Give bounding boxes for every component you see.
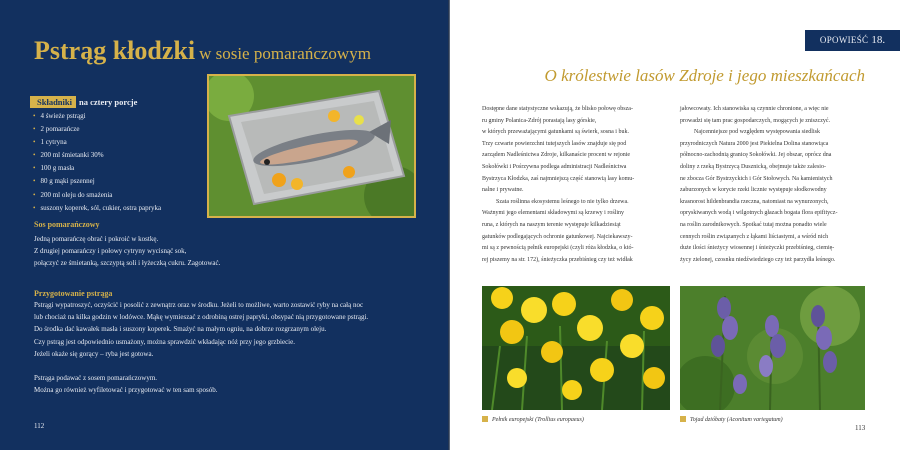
body-line: jałowcowaty. Ich stanowiska są czynnie chronione, a więc nie: [680, 106, 829, 112]
story-label: OPOWIEŚĆ: [819, 35, 869, 45]
caption-marker-icon: [680, 416, 686, 422]
ingredient-item: • suszony koperek, sól, cukier, ostra papryka: [33, 202, 161, 215]
body-line: doliny z rzeką Bystrzycą Dusznicką, obejmuje także zalesio-: [680, 163, 826, 170]
prep-line: lub chociaż na kilka godzin w lodówce. Mąkę wymieszać z odrobiną ostrej papryki, obsypać nią przygotowane pstrągi.: [34, 313, 369, 322]
caption-text: Pełnik europejski (Trollius europaeus): [492, 417, 584, 423]
ingredient-item: • 1 cytryna: [33, 136, 161, 149]
body-line: krasnorost hildenbrandia rzeczna, natomiast na wynurzonych,: [680, 198, 829, 205]
ingredient-item: • 200 ml oleju do smażenia: [33, 189, 161, 202]
story-ribbon: [805, 30, 900, 51]
ingredients-servings: na cztery porcje: [78, 97, 138, 107]
body-line: Najcenniejsze pod względem występowania siedlisk: [694, 129, 820, 136]
recipe-title-sub: w sosie pomarańczowym: [199, 44, 371, 63]
body-line: przyrodniczych Natura 2000 jest Piekielna Dolina stanowiąca: [680, 140, 829, 147]
body-line: Szata roślinna ekosystemu leśnego to nie tylko drzewa.: [496, 198, 629, 205]
ingredient-item: • 80 g mąki pszennej: [33, 175, 161, 188]
sauce-text: [34, 233, 404, 270]
prep-line: Pstrągi wypatroszyć, oczyścić i posolić z zewnątrz oraz w środku. Jeżeli to możliwe, warto zostawić ryby na całą noc: [34, 301, 364, 309]
aconitum-photo: [680, 286, 865, 410]
sauce-line: Z drugiej pomarańczy i połowy cytryny wycisnąć sok,: [34, 247, 187, 256]
body-line: zaburzonych w korycie rzeki licznie występuje słodkowodny: [680, 187, 827, 194]
trout-prep-text: [34, 299, 404, 397]
body-line: prowadzi się tam prac gospodarczych, mogących je zniszczyć.: [680, 117, 831, 124]
caption-text: Tojad dzióbaty (Aconitum variegatum): [690, 417, 783, 423]
body-line: duże ilości śnieżycy wiosennej i śnieżyczki przebiśnieg, ciemię-: [680, 245, 835, 252]
body-line: Ważnymi jego elementami składowymi są krzewy i rośliny: [482, 210, 624, 217]
caption-trollius: [482, 416, 584, 423]
trout-dish-photo: [207, 74, 416, 218]
body-line: ru gminy Polanica-Zdrój porastają lasy górskie,: [482, 117, 597, 124]
body-line: gatunków podlegających ochronie gatunkowej. Najciekawszy-: [482, 233, 633, 240]
trout-prep-heading: Przygotowanie pstrąga: [34, 289, 113, 298]
body-line: północno-zachodnią granicę Sokołówki. Jej obszar, oprócz dna: [680, 152, 832, 159]
story-number: 18.: [871, 34, 886, 46]
ingredient-item: • 100 g masła: [33, 162, 161, 175]
sauce-heading: Sos pomarańczowy: [34, 220, 100, 229]
body-line: rej piszemy na str. 172), śnieżyczka przebiśnieg czy też widłak: [482, 256, 633, 263]
ingredient-item: • 4 świeże pstrągi: [33, 110, 161, 123]
page-number-left: 112: [34, 422, 45, 430]
body-line: ne zbocza Gór Bystrzyckich i Gór Stołowych. Na kamienistych: [680, 175, 833, 182]
prep-line: Jeżeli okaże się gorący – ryba jest gotowa.: [34, 349, 154, 358]
body-line: Bystrzyca Kłodzka, zaś najmniejszą część stanowią lasy komu-: [482, 175, 635, 182]
prep-line: Czy pstrąg jest odpowiednio usmażony, można sprawdzić wkładając nóż przy jego grzbiecie.: [34, 337, 295, 346]
body-line: opryskiwanych wodą i wilgotnych głazach bogata flora epifitycz-: [680, 210, 838, 217]
ingredients-list: [33, 110, 161, 215]
body-line: Sokołówki i Pośrzywna podlega administracji Nadleśnictwa: [482, 163, 627, 170]
page-number-right: 113: [855, 424, 866, 432]
ingredient-item: • 2 pomarańcze: [33, 123, 161, 136]
text-column-2: [680, 104, 865, 266]
body-line: życy zielonej, czosnku niedźwiedziego czy też parzydła leśnego.: [680, 256, 836, 263]
body-line: Dostępne dane statystyczne wskazują, że blisko połowę obsza-: [482, 106, 633, 112]
body-line: zarządem Nadleśnictwa Zdroje, kilkanaście procent w rejonie: [482, 152, 631, 159]
caption-marker-icon: [482, 416, 488, 422]
prep-line: Pstrąga podawać z sosem pomarańczowym.: [34, 374, 158, 383]
ingredient-item: • 200 ml śmietanki 30%: [33, 149, 161, 162]
ingredients-badge: Składniki: [30, 96, 76, 108]
body-line: w których przeważającymi gatunkami są świerk, sosna i buk.: [482, 129, 629, 136]
sauce-line: połączyć ze śmietanką, szczyptą soli i łyżeczką cukru. Zagotować.: [34, 259, 221, 268]
body-line: cennych roślin związanych z łąkami liściastymi, a wśród nich: [680, 233, 829, 240]
recipe-title: [34, 36, 371, 66]
body-line: runa, z których na naszym terenie występuje kilkadziesiąt: [482, 221, 621, 228]
prep-line: [34, 360, 404, 372]
story-title: O królestwie lasów Zdroje i jego mieszkańcach: [544, 66, 865, 85]
body-line: mi są z pewnością pełnik europejski (czyli róża kłodzka, o któ-: [482, 245, 634, 252]
sauce-line: Jedną pomarańczę obrać i pokroić w kostkę.: [34, 235, 159, 243]
body-line: nalne i prywatne.: [482, 187, 524, 194]
caption-aconitum: [680, 416, 783, 423]
ingredients-heading: [30, 96, 137, 108]
prep-line: Do środka dać kawałek masła i suszony koperek. Smażyć na małym ogniu, na dobrze rozgrzanym oleju.: [34, 325, 327, 334]
right-page: [450, 0, 900, 450]
recipe-title-main: Pstrąg kłodzki: [34, 36, 196, 65]
prep-line: Można go również wyfiletować i przygotować w ten sam sposób.: [34, 386, 218, 395]
body-line: Trzy czwarte powierzchni tutejszych lasów znajduje się pod: [482, 140, 627, 147]
text-column-1: [482, 104, 674, 266]
body-line: na roślin zarodnikowych. Spotkać tutaj można ponadto wiele: [680, 221, 827, 228]
trollius-photo: [482, 286, 670, 410]
